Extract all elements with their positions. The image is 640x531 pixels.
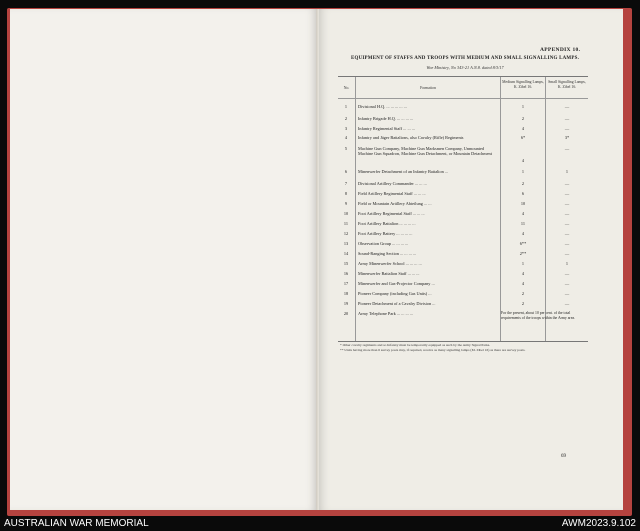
row-number: 10 xyxy=(343,211,349,216)
document-title: EQUIPMENT OF STAFFS AND TROOPS WITH MEDIUM AND SMALL SIGNALLING LAMPS. xyxy=(350,56,580,61)
row-number: 11 xyxy=(343,221,349,226)
row-number: 19 xyxy=(343,301,349,306)
header-small-lamps: Small Signalling Lamps, K. Zibel 16. xyxy=(548,80,586,89)
row-formation: Minenwerfer Detachment of an Infantry Battalion ... xyxy=(358,169,449,174)
footnote-2: ** Units having more than 6 survey posts may, if required, receive as many signalling lamps (M. Zibel 16) as there are survey posts. xyxy=(340,348,526,352)
row-medium-lamps: 2 xyxy=(521,181,525,186)
row-small-lamps: — xyxy=(564,104,570,109)
row-number: 8 xyxy=(344,191,348,196)
row-number: 7 xyxy=(344,181,348,186)
row-number: 4 xyxy=(344,135,348,140)
row-formation: Minenwerfer and Gas-Projector Company ... xyxy=(358,281,435,286)
row-number: 5 xyxy=(344,146,348,151)
row-medium-lamps: 6** xyxy=(519,241,527,246)
row-formation: Observation Group ... ... ... ... xyxy=(358,241,409,246)
row-formation: Field Artillery Regimental Staff ... ... ... xyxy=(358,191,426,196)
row-number: 18 xyxy=(343,291,349,296)
row-formation: Foot Artillery Battalion ... ... ... ... xyxy=(358,221,416,226)
row-number: 13 xyxy=(343,241,349,246)
row-number: 14 xyxy=(343,251,349,256)
row-number: 2 xyxy=(344,116,348,121)
row-small-lamps: — xyxy=(564,211,570,216)
row-medium-lamps: 10 xyxy=(520,201,526,206)
caption-institution: AUSTRALIAN WAR MEMORIAL xyxy=(4,518,149,529)
row-small-lamps: 3* xyxy=(564,135,570,140)
book-gutter xyxy=(316,9,319,510)
row-medium-lamps: 1 xyxy=(521,169,525,174)
page-number: 69 xyxy=(561,454,566,459)
row-small-lamps: — xyxy=(564,301,570,306)
row-number: 1 xyxy=(344,104,348,109)
row-formation: Field or Mountain Artillery Abteilung ... ... xyxy=(358,201,432,206)
row-formation: Foot Artillery Regimental Staff ... ... ... xyxy=(358,211,425,216)
row-medium-lamps: For the present, about 10 per cent. of the total requirements of the troops within the Army area. xyxy=(501,311,576,320)
row-medium-lamps: 4 xyxy=(521,281,525,286)
row-medium-lamps: 2 xyxy=(521,116,525,121)
equipment-table xyxy=(338,76,588,342)
row-formation: Army Telephone Park ... ... ... ... xyxy=(358,311,413,316)
row-number: 9 xyxy=(344,201,348,206)
row-formation: Infantry Regimental Staff ... ... ... xyxy=(358,126,415,131)
row-number: 17 xyxy=(343,281,349,286)
row-medium-lamps: 2 xyxy=(521,301,525,306)
row-formation: Divisional H.Q. ... ... ... ... ... xyxy=(358,104,407,109)
header-divider xyxy=(338,98,588,99)
row-medium-lamps: 6 xyxy=(521,191,525,196)
row-formation: Pioneer Company (including Gas Units) ... xyxy=(358,291,432,296)
row-medium-lamps: 4 xyxy=(521,126,525,131)
row-small-lamps: 1 xyxy=(565,169,569,174)
row-medium-lamps: 6* xyxy=(520,135,526,140)
row-small-lamps: — xyxy=(564,231,570,236)
row-formation: Sound-Ranging Section ... ... ... ... xyxy=(358,251,417,256)
left-page-blank xyxy=(10,9,318,510)
row-formation: Army Minenwerfer School ... ... ... ... xyxy=(358,261,422,266)
row-medium-lamps: 2 xyxy=(521,291,525,296)
header-formation: Formation xyxy=(420,86,436,90)
row-small-lamps: — xyxy=(564,191,570,196)
row-formation: Minenwerfer Battalion Staff ... ... ... xyxy=(358,271,420,276)
header-medium-lamps: Medium Signalling Lamps, K. Zibel 16. xyxy=(502,80,544,89)
row-small-lamps: — xyxy=(564,221,570,226)
document-subtitle: War Ministry, No 343-21 A.N.8. dated 8/3/17 xyxy=(426,65,504,70)
row-small-lamps: — xyxy=(564,241,570,246)
row-formation: Divisional Artillery Commander ... ... ... xyxy=(358,181,427,186)
row-formation: Foot Artillery Battery ... ... ... ... xyxy=(358,231,413,236)
row-medium-lamps: 4 xyxy=(521,211,525,216)
row-small-lamps: — xyxy=(564,251,570,256)
row-number: 20 xyxy=(343,311,349,316)
row-formation: Infantry and Jäger Battalions, also Cavalry (Rifle) Regiments xyxy=(358,135,464,140)
row-number: 3 xyxy=(344,126,348,131)
row-small-lamps: — xyxy=(564,281,570,286)
row-small-lamps: 1 xyxy=(565,261,569,266)
row-formation: Machine Gun Company, Machine Gun Marksmen Company, Unmounted Machine Gun Squadron, Machine Gun Detachment, or Mountain Detachment xyxy=(358,146,492,156)
row-small-lamps: — xyxy=(564,271,570,276)
table-divider xyxy=(355,77,356,341)
row-medium-lamps: 4 xyxy=(521,158,525,163)
row-formation: Infantry Brigade H.Q. ... ... ... ... xyxy=(358,116,414,121)
row-number: 15 xyxy=(343,261,349,266)
row-medium-lamps: 2** xyxy=(519,251,527,256)
row-medium-lamps: 1 xyxy=(521,104,525,109)
row-small-lamps: — xyxy=(564,201,570,206)
row-medium-lamps: 4 xyxy=(521,271,525,276)
row-medium-lamps: 11 xyxy=(520,221,526,226)
row-number: 16 xyxy=(343,271,349,276)
row-formation: Pioneer Detachment of a Cavalry Division ... xyxy=(358,301,436,306)
row-small-lamps: — xyxy=(564,181,570,186)
appendix-label: APPENDIX 10. xyxy=(540,47,581,53)
row-medium-lamps: 4 xyxy=(521,231,525,236)
row-small-lamps: — xyxy=(564,126,570,131)
row-small-lamps: — xyxy=(564,116,570,121)
row-number: 6 xyxy=(344,169,348,174)
row-small-lamps: — xyxy=(564,146,570,151)
caption-accession: AWM2023.9.102 xyxy=(561,518,636,529)
header-no: No. xyxy=(343,86,350,90)
row-medium-lamps: 1 xyxy=(521,261,525,266)
row-number: 12 xyxy=(343,231,349,236)
row-small-lamps: — xyxy=(564,291,570,296)
footnote-1: * Other cavalry regiments and so Infantry must be temporarily equipped as such by the Army Signal Parks. xyxy=(340,343,491,347)
